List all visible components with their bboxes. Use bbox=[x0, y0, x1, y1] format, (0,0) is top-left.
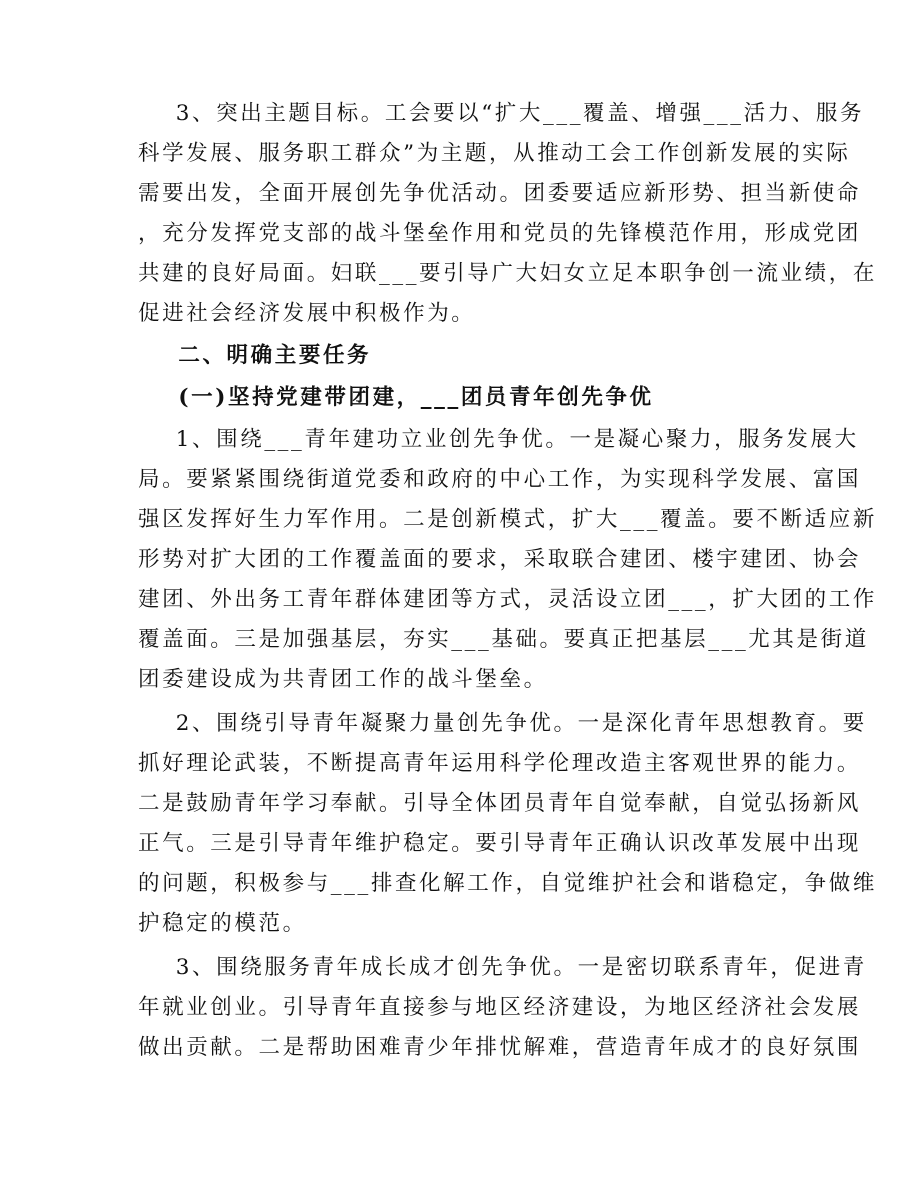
paragraph-line: 2、围绕引导青年凝聚力量创先争优。一是深化青年思想教育。要 bbox=[138, 711, 867, 736]
paragraph-line: 覆盖面。三是加强基层，夯实___基础。要真正把基层___尤其是街道 bbox=[138, 627, 869, 652]
paragraph-line: 共建的良好局面。妇联___要引导广大妇女立足本职争创一流业绩，在 bbox=[138, 261, 877, 286]
paragraph-line: 做出贡献。二是帮助困难青少年排忧解难，营造青年成才的良好氛围 bbox=[138, 1035, 862, 1060]
paragraph-line: 1、围绕___青年建功立业创先争优。一是凝心聚力，服务发展大 bbox=[138, 427, 859, 452]
paragraph-line: 团委建设成为共青团工作的战斗堡垒。 bbox=[138, 667, 548, 692]
paragraph-line: 局。要紧紧围绕街道党委和政府的中心工作，为实现科学发展、富国 bbox=[138, 467, 862, 492]
paragraph-line: 年就业创业。引导青年直接参与地区经济建设，为地区经济社会发展 bbox=[138, 995, 862, 1020]
paragraph-line: 需要出发，全面开展创先争优活动。团委要适应新形势、担当新使命 bbox=[138, 181, 862, 206]
paragraph-line: 的问题，积极参与___排查化解工作，自觉维护社会和谐稳定，争做维 bbox=[138, 871, 877, 896]
paragraph-line: 二是鼓励青年学习奉献。引导全体团员青年自觉奉献，自觉弘扬新风 bbox=[138, 791, 862, 816]
paragraph-line: 建团、外出务工青年群体建团等方式，灵活设立团___，扩大团的工作 bbox=[138, 587, 877, 612]
paragraph-line: 强区发挥好生力军作用。二是创新模式，扩大___覆盖。要不断适应新 bbox=[138, 507, 877, 532]
paragraph-line: 形势对扩大团的工作覆盖面的要求，采取联合建团、楼宇建团、协会 bbox=[138, 547, 862, 572]
subsection-heading: (一)坚持党建带团建，___团员青年创先争优 bbox=[138, 385, 654, 410]
paragraph-line: 抓好理论武装，不断提高青年运用科学伦理改造主客观世界的能力。 bbox=[138, 751, 862, 776]
section-heading: 二、明确主要任务 bbox=[138, 343, 372, 368]
paragraph-line: 科学发展、服务职工群众”为主题，从推动工会工作创新发展的实际 bbox=[138, 141, 851, 166]
paragraph-line: 3、突出主题目标。工会要以“扩大___覆盖、增强___活力、服务 bbox=[138, 101, 865, 126]
paragraph-line: 促进社会经济发展中积极作为。 bbox=[138, 301, 476, 326]
paragraph-line: 3、围绕服务青年成长成才创先争优。一是密切联系青年，促进青 bbox=[138, 955, 867, 980]
paragraph-line: 护稳定的模范。 bbox=[138, 911, 307, 936]
paragraph-line: ，充分发挥党支部的战斗堡垒作用和党员的先锋模范作用，形成党团 bbox=[138, 221, 862, 246]
paragraph-line: 正气。三是引导青年维护稳定。要引导青年正确认识改革发展中出现 bbox=[138, 831, 862, 856]
